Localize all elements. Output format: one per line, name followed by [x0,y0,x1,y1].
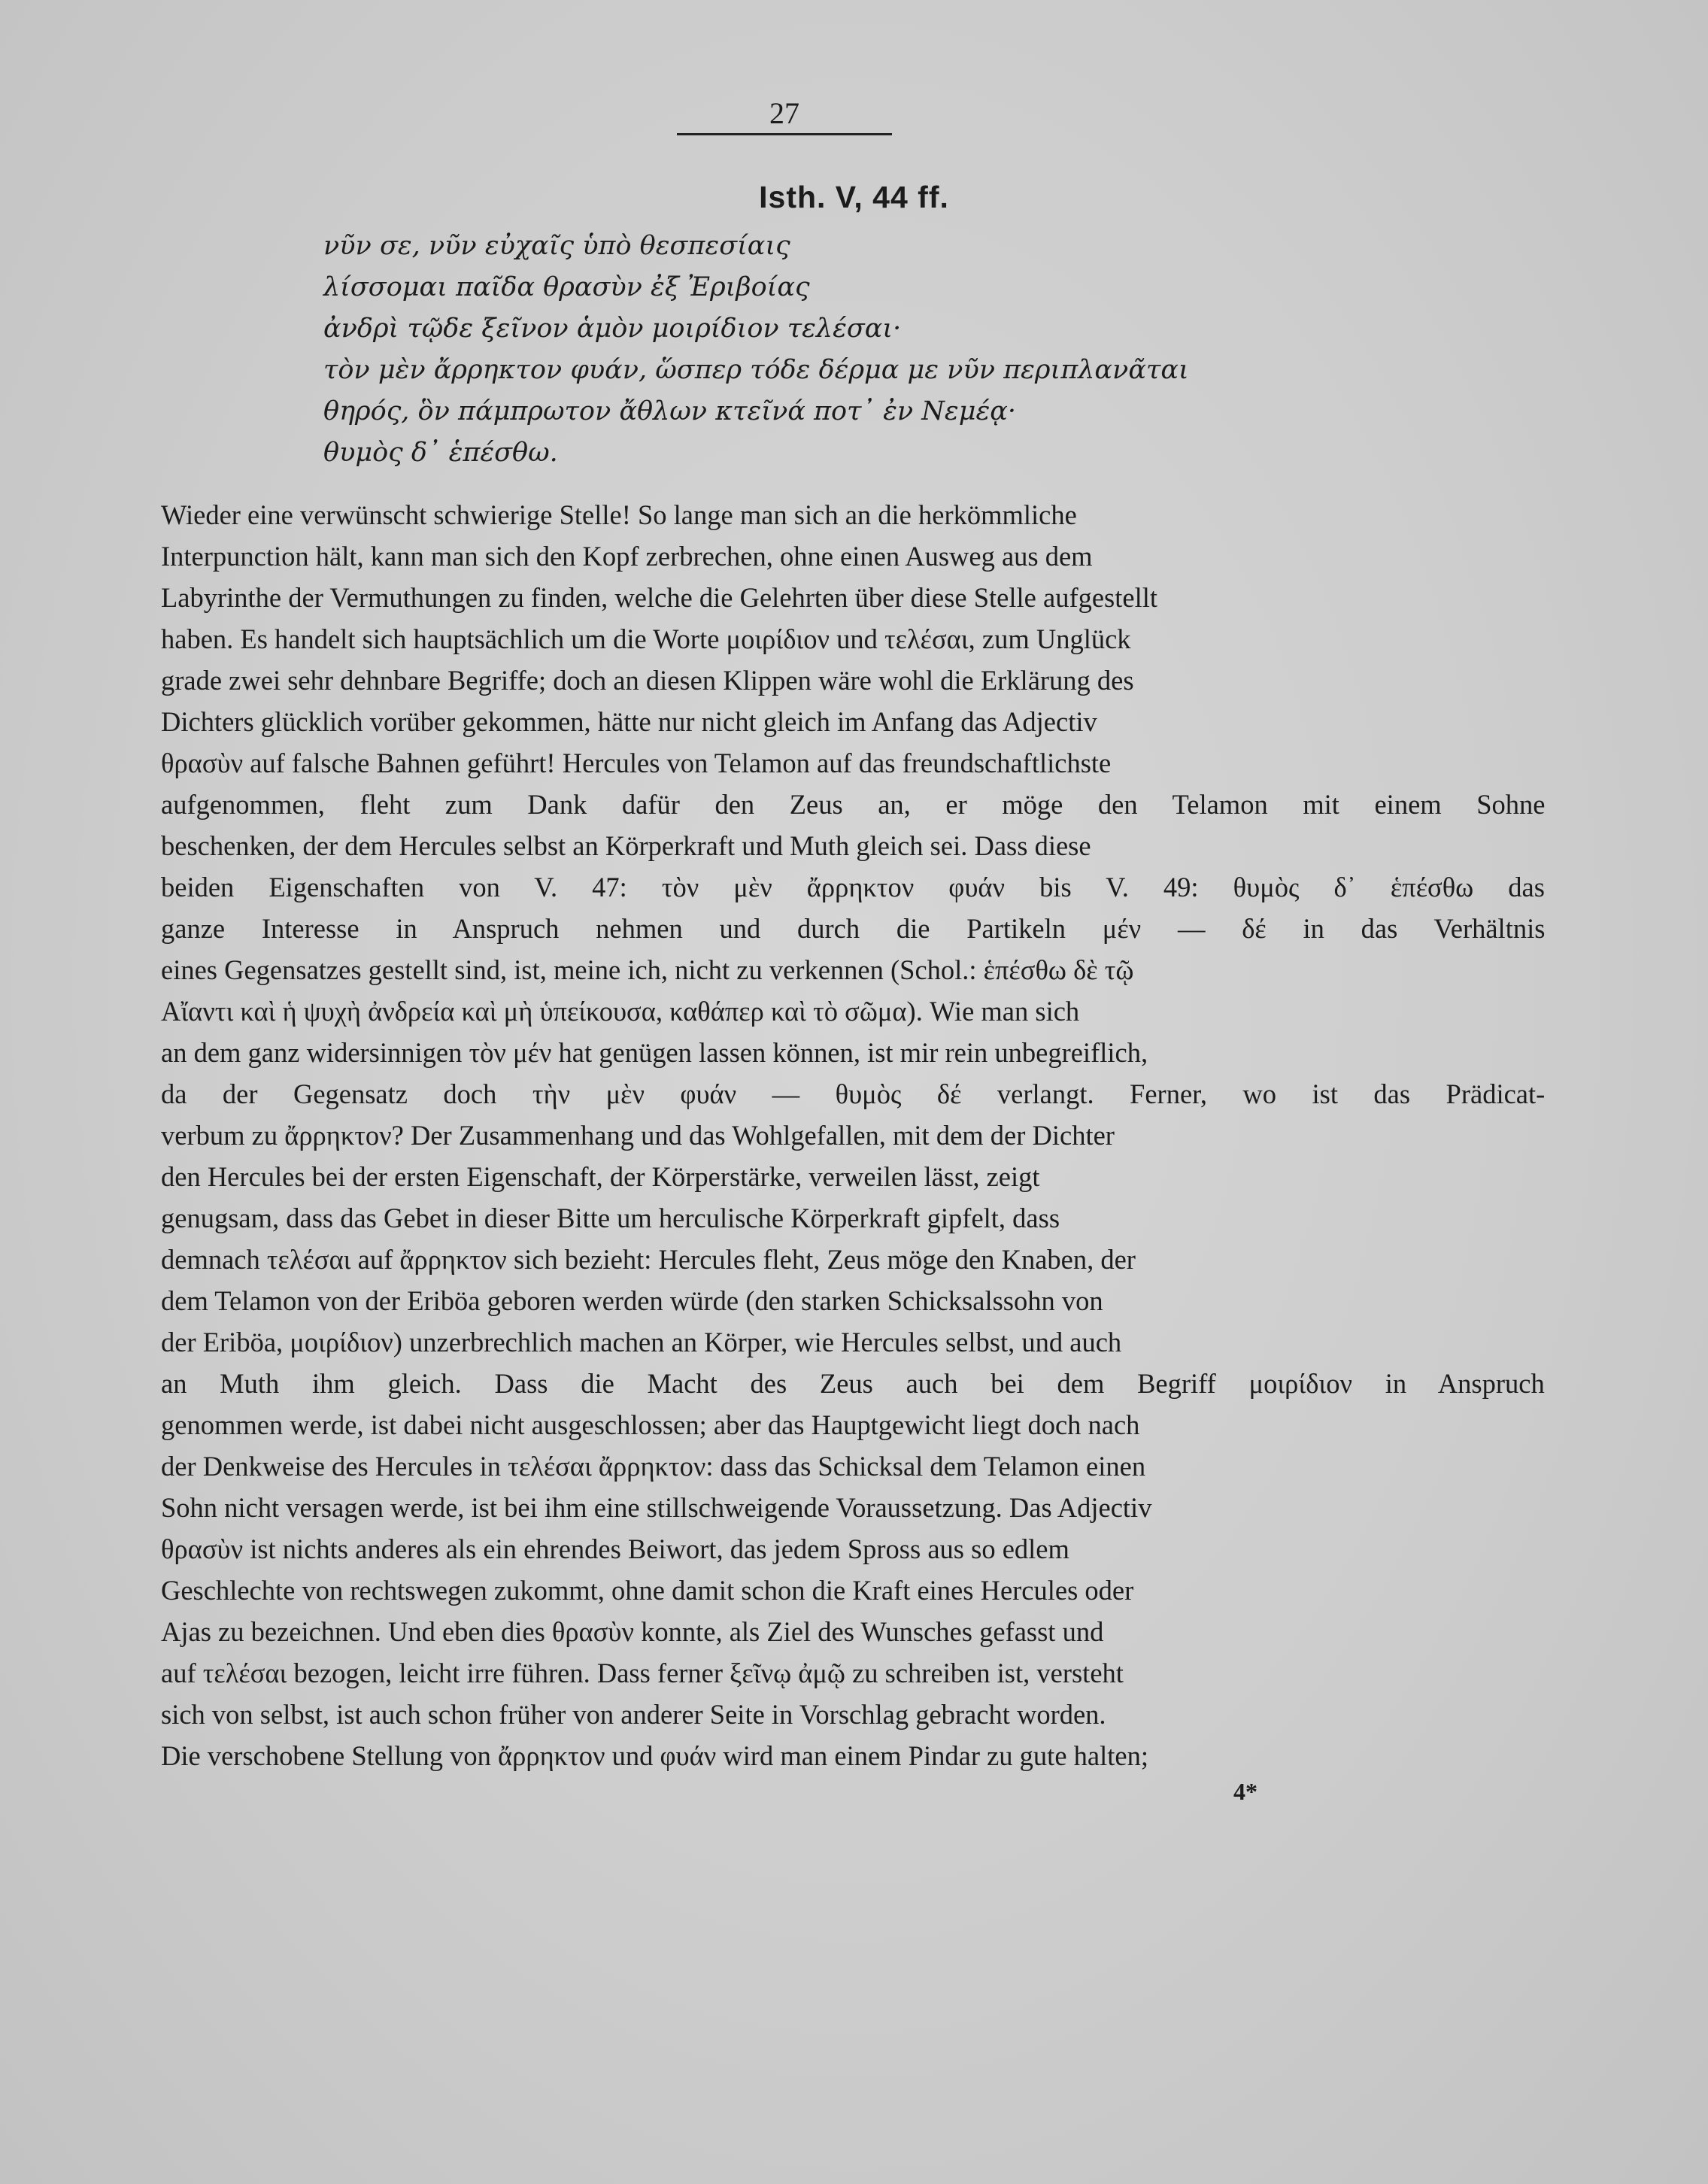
text-line: verbum zu ἄρρηκτον? Der Zusammenhang und das Wohlgefallen, mit dem der Dichter [161,1120,1115,1151]
section-heading: Isth. V, 44 ff. [759,180,949,214]
text-line: eines Gegensatzes gestellt sind, ist, meine ich, nicht zu verkennen (Schol.: ἑπέσθω δὲ τῷ [161,954,1134,985]
text-line: an Muth ihm gleich. Dass die Macht des Zeus auch bei dem Begriff μοιρίδιον in Anspruch [161,1368,1545,1399]
text-line: haben. Es handelt sich hauptsächlich um die Worte μοιρίδιον und τελέσαι, zum Unglück [161,623,1131,654]
text-line: Dichters glücklich vorüber gekommen, hätte nur nicht gleich im Anfang das Adjectiv [161,706,1097,737]
text-line: an dem ganz widersinnigen τὸν μέν hat genügen lassen können, ist mir rein unbegreiflich, [161,1037,1148,1068]
text-line: aufgenommen, fleht zum Dank dafür den Zeus an, er möge den Telamon mit einem Sohne [161,789,1546,820]
greek-verse-quotation [323,226,1452,474]
text-line: Ajas zu bezeichnen. Und eben dies θρασὺν konnte, als Ziel des Wunsches gefasst und [161,1616,1104,1647]
text-line: den Hercules bei der ersten Eigenschaft, der Körperstärke, verweilen lässt, zeigt [161,1161,1040,1192]
text-line: Interpunction hält, kann man sich den Kopf zerbrechen, ohne einen Ausweg aus dem [161,541,1093,572]
signature-mark: 4* [1233,1778,1257,1805]
text-line: genugsam, dass das Gebet in dieser Bitte um herculische Körperkraft gipfelt, dass [161,1203,1060,1233]
text-line: der Eriböa, μοιρίδιον) unzerbrechlich machen an Körper, wie Hercules selbst, und auch [161,1327,1122,1357]
text-line: genommen werde, ist dabei nicht ausgeschlossen; aber das Hauptgewicht liegt doch nach [161,1409,1140,1440]
text-line: Αἴαντι καὶ ἡ ψυχὴ ἀνδρεία καὶ μὴ ὑπείκουσα, καθάπερ καὶ τὸ σῶμα). Wie man sich [161,996,1080,1027]
text-line: θρασὺν ist nichts anderes als ein ehrendes Beiwort, das jedem Spross aus so edlem [161,1533,1069,1564]
text-line: beiden Eigenschaften von V. 47: τὸν μὲν ἄρρηκτον φυάν bis V. 49: θυμὸς δ᾽ ἑπέσθω das [161,872,1545,902]
body-paragraph [161,494,1546,1776]
text-line: dem Telamon von der Eriböa geboren werden würde (den starken Schicksalssohn von [161,1285,1103,1316]
text-line: Geschlechte von rechtswegen zukommt, ohne damit schon die Kraft eines Hercules oder [161,1575,1134,1606]
text-line: auf τελέσαι bezogen, leicht irre führen. Dass ferner ξεῖνῳ ἀμῷ zu schreiben ist, versteht [161,1658,1124,1688]
text-line: grade zwei sehr dehnbare Begriffe; doch an diesen Klippen wäre wohl die Erklärung des [161,665,1134,696]
text-line: Die verschobene Stellung von ἄρρηκτον und φυάν wird man einem Pindar zu gute halten; [161,1740,1148,1771]
text-line: da der Gegensatz doch τὴν μὲν φυάν — θυμὸς δέ verlangt. Ferner, wo ist das Prädicat- [161,1078,1546,1109]
verse-line: θυμὸς δ᾽ ἑπέσθω. [323,438,558,468]
page-number: 27 [769,96,799,130]
text-line: Wieder eine verwünscht schwierige Stelle! So lange man sich an die herkömmliche [161,499,1077,530]
verse-line: θηρός, ὃν πάμπρωτον ἄθλων κτεῖνά ποτ᾽ ἐν Νεμέᾳ· [323,396,1016,426]
text-line: ganze Interesse in Anspruch nehmen und durch die Partikeln μέν — δέ in das Verhältnis [161,913,1546,944]
text-line: beschenken, der dem Hercules selbst an Körperkraft und Muth gleich sei. Dass diese [161,830,1091,861]
verse-line: νῦν σε, νῦν εὐχαῖς ὑπὸ θεσπεσίαις [323,231,790,261]
verse-line: ἀνδρὶ τῷδε ξεῖνον ἁμὸν μοιρίδιον τελέσαι· [323,314,902,344]
page-number-rule [677,133,892,135]
text-line: demnach τελέσαι auf ἄρρηκτον sich bezieht: Hercules fleht, Zeus möge den Knaben, der [161,1244,1136,1275]
text-line: der Denkweise des Hercules in τελέσαι ἄρρηκτον: dass das Schicksal dem Telamon einen [161,1451,1146,1482]
text-line: sich von selbst, ist auch schon früher von anderer Seite in Vorschlag gebracht worden. [161,1699,1106,1730]
verse-line: λίσσομαι παῖδα θρασὺν ἐξ Ἐριβοίας [323,272,810,302]
verse-line: τὸν μὲν ἄρρηκτον φυάν, ὥσπερ τόδε δέρμα με νῦν περιπλανᾶται [323,355,1189,385]
text-line: Labyrinthe der Vermuthungen zu finden, welche die Gelehrten über diese Stelle aufgestellt [161,582,1158,613]
text-line: θρασὺν auf falsche Bahnen geführt! Hercules von Telamon auf das freundschaftlichste [161,748,1112,778]
text-line: Sohn nicht versagen werde, ist bei ihm eine stillschweigende Voraussetzung. Das Adjectiv [161,1492,1152,1523]
